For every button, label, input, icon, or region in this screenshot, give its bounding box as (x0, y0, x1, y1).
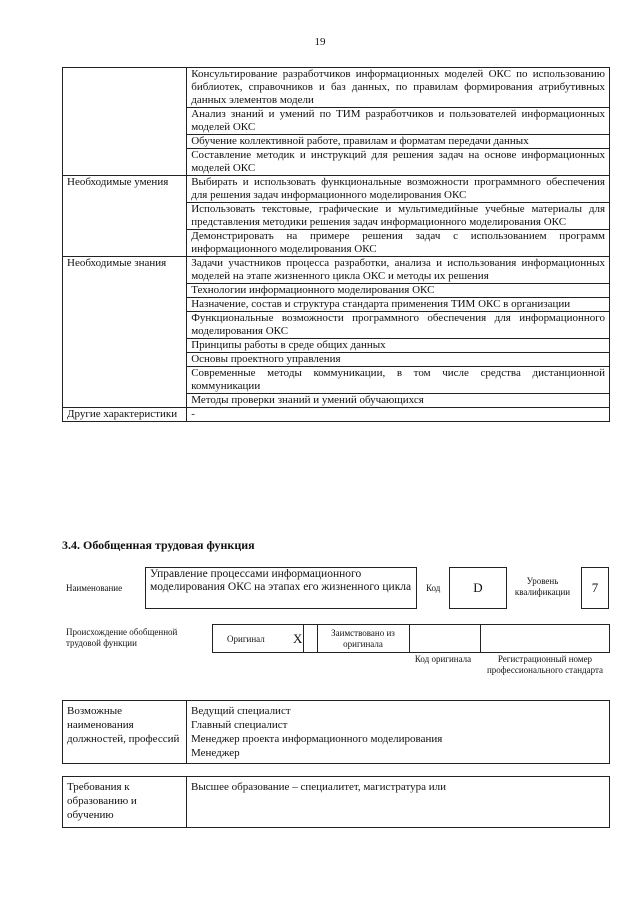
name-label: Наименование (66, 583, 123, 593)
education-table (62, 776, 610, 828)
positions-table (62, 700, 610, 764)
table-row (63, 257, 610, 284)
knowledge-cell: Современные методы коммуникации, в том числе средства дистанционной коммуникации (187, 367, 610, 394)
labor-action-cell: Консультирование разработчиков информационных моделей ОКС по использованию библиотек, справочников и баз данных, по правилам формирования атрибутивных данных элементов модели (187, 68, 610, 108)
education-label: Требования к образованию и обучению (63, 777, 187, 828)
row-label (63, 68, 187, 176)
positions-label: Возможные наименования должностей, профессий (63, 701, 187, 764)
borrowed-label: Заимствовано из оригинала (331, 628, 395, 649)
table-row (63, 408, 610, 422)
labor-action-cell: Обучение коллективной работе, правилам и форматам передачи данных (187, 135, 610, 149)
knowledge-cell: Технологии информационного моделирования ОКС (187, 284, 610, 298)
table-row (63, 777, 610, 828)
divider (303, 625, 304, 652)
name-value: Управление процессами информационного моделирования ОКС на этапах его жизненного цикла (150, 568, 412, 593)
knowledge-cell: Задачи участников процесса разработки, анализа и использования информационных моделей на этапе жизненного цикла ОКС и методы их решения (187, 257, 610, 284)
level-label: Уровень квалификации (514, 576, 571, 597)
other-label: Другие характеристики (63, 408, 187, 422)
origin-box (212, 624, 610, 653)
name-value-box (145, 567, 417, 609)
skill-cell: Демонстрировать на примере решения задач с использованием программ информационного моделирования ОКС (187, 230, 610, 257)
position-item: Ведущий специалист (191, 705, 291, 717)
knowledge-cell: Назначение, состав и структура стандарта применения ТИМ ОКС в организации (187, 298, 610, 312)
code-value-box (449, 567, 507, 609)
knowledge-cell: Основы проектного управления (187, 353, 610, 367)
labor-action-cell: Анализ знаний и умений по ТИМ разработчиков и пользователей информационных моделей ОКС (187, 108, 610, 135)
other-cell: - (187, 408, 610, 422)
position-item: Главный специалист (191, 719, 288, 731)
knowledge-label: Необходимые знания (63, 257, 187, 408)
knowledge-cell: Методы проверки знаний и умений обучающихся (187, 394, 610, 408)
reg-number-caption: Регистрационный номер профессионального стандарта (486, 654, 604, 675)
divider (409, 625, 410, 652)
education-value: Высшее образование – специалитет, магистратура или (187, 777, 610, 828)
level-value-box (581, 567, 609, 609)
code-value: D (473, 580, 483, 595)
level-value: 7 (591, 580, 599, 595)
knowledge-cell: Функциональные возможности программного обеспечения для информационного моделирования ОКС (187, 312, 610, 339)
original-label: Оригинал (227, 634, 265, 644)
code-label: Код (426, 583, 441, 593)
skills-knowledge-table (62, 67, 610, 422)
skills-label: Необходимые умения (63, 176, 187, 257)
divider (480, 625, 481, 652)
table-row (63, 701, 610, 764)
position-item: Менеджер проекта информационного моделирования (191, 733, 443, 745)
code-original-caption: Код оригинала (414, 654, 472, 664)
skill-cell: Выбирать и использовать функциональные возможности программного обеспечения для решения задач информационного моделирования ОКС (187, 176, 610, 203)
skill-cell: Использовать текстовые, графические и мультимедийные учебные материалы для представления методики решения задач информационного моделирования ОКС (187, 203, 610, 230)
divider (317, 625, 318, 652)
section-title: 3.4. Обобщенная трудовая функция (62, 538, 255, 552)
origin-label: Происхождение обобщенной трудовой функции (66, 627, 178, 648)
labor-action-cell: Составление методик и инструкций для решения задач на основе информационных моделей ОКС (187, 149, 610, 176)
page-number: 19 (314, 36, 326, 48)
table-row (63, 176, 610, 203)
position-item: Менеджер (191, 747, 240, 759)
table-row (63, 68, 610, 108)
original-mark: X (293, 631, 303, 646)
positions-list (187, 701, 610, 764)
knowledge-cell: Принципы работы в среде общих данных (187, 339, 610, 353)
